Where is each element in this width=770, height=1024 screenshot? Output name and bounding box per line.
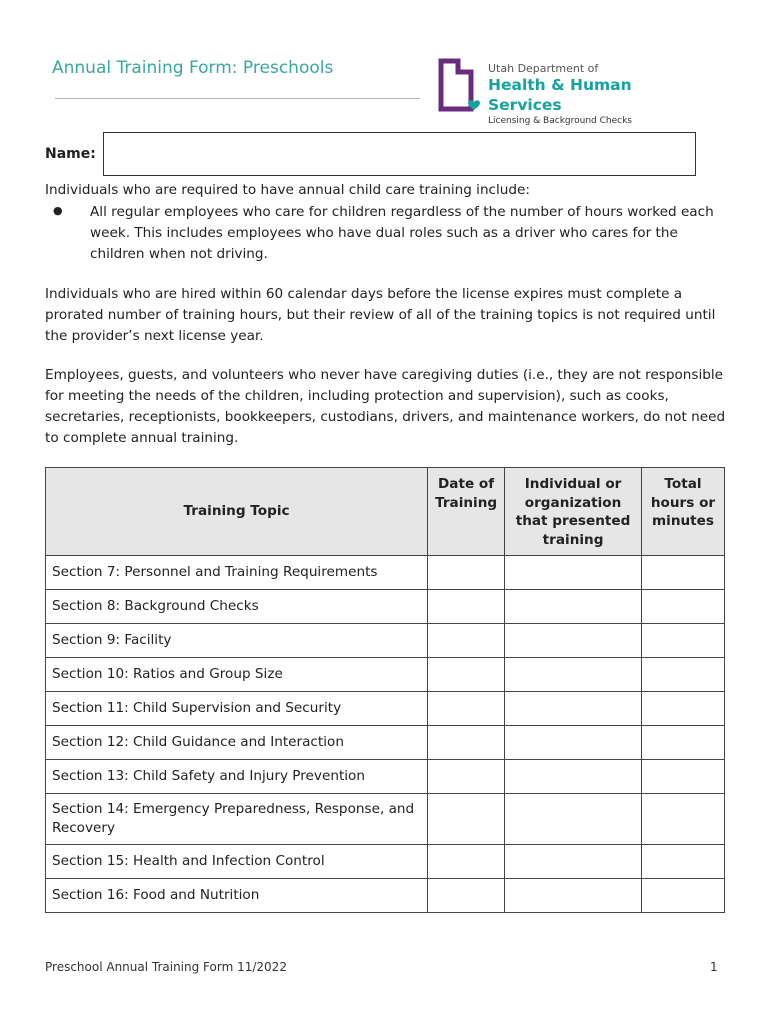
training-table [45,467,725,913]
topic-cell: Section 16: Food and Nutrition [46,879,428,913]
topic-cell: Section 15: Health and Infection Control [46,845,428,879]
table-row [46,845,725,879]
presenter-cell[interactable] [505,556,642,590]
dhhs-logo [438,58,698,126]
hours-cell[interactable] [642,879,725,913]
table-row [46,794,725,845]
topic-cell: Section 9: Facility [46,624,428,658]
date-cell[interactable] [428,879,505,913]
table-row [46,658,725,692]
presenter-cell[interactable] [505,624,642,658]
title-divider [55,98,420,99]
topic-cell: Section 13: Child Safety and Injury Prevention [46,760,428,794]
table-row [46,556,725,590]
topic-cell: Section 14: Emergency Preparedness, Response, and Recovery [46,794,428,845]
topic-cell: Section 11: Child Supervision and Security [46,692,428,726]
logo-division-text: Licensing & Background Checks [488,116,632,126]
name-label: Name: [45,146,96,162]
date-cell[interactable] [428,624,505,658]
bullet-regular-employees: All regular employees who care for children regardless of the number of hours worked each week. This includes employees who have dual roles such as a driver who cares for the children when not driving. [90,204,714,262]
table-row [46,760,725,794]
presenter-cell[interactable] [505,726,642,760]
hours-cell[interactable] [642,692,725,726]
header-date-of-training: Date of Training [428,468,505,556]
presenter-cell[interactable] [505,658,642,692]
presenter-cell[interactable] [505,590,642,624]
prorated-paragraph: Individuals who are hired within 60 calendar days before the license expires must complete a prorated number of training hours, but their review of all of the training topics is not required until the provider’s next license year. [45,286,716,344]
table-header-row [46,468,725,556]
table-row [46,879,725,913]
date-cell[interactable] [428,726,505,760]
bullet-icon: ● [53,204,63,217]
presenter-cell[interactable] [505,879,642,913]
date-cell[interactable] [428,658,505,692]
footer-form-id: Preschool Annual Training Form 11/2022 [45,960,287,974]
topic-cell: Section 12: Child Guidance and Interaction [46,726,428,760]
presenter-cell[interactable] [505,794,642,845]
form-title: Annual Training Form: Preschools [52,58,334,78]
table-row [46,692,725,726]
presenter-cell[interactable] [505,845,642,879]
logo-agency-name: Health & Human Services [488,76,632,114]
hours-cell[interactable] [642,658,725,692]
exempt-paragraph: Employees, guests, and volunteers who never have caregiving duties (i.e., they are not responsible for meeting the needs of the children, including protection and supervision), such as cooks, secretaries, receptionists, bookkeepers, custodians, drivers, and maintenance workers, do not need to complete annual training. [45,367,726,446]
header-training-topic: Training Topic [46,468,428,556]
date-cell[interactable] [428,590,505,624]
utah-state-icon [438,58,484,114]
presenter-cell[interactable] [505,692,642,726]
topic-cell: Section 8: Background Checks [46,590,428,624]
date-cell[interactable] [428,692,505,726]
date-cell[interactable] [428,760,505,794]
hours-cell[interactable] [642,760,725,794]
hours-cell[interactable] [642,556,725,590]
required-lead-text: Individuals who are required to have annual child care training include: [45,182,530,198]
hours-cell[interactable] [642,624,725,658]
hours-cell[interactable] [642,590,725,624]
topic-cell: Section 7: Personnel and Training Requirements [46,556,428,590]
header-presenter: Individual or organization that presented training [505,468,642,556]
header-total-hours: Total hours or minutes [642,468,725,556]
date-cell[interactable] [428,845,505,879]
logo-department-text: Utah Department of [488,62,599,75]
table-row [46,590,725,624]
date-cell[interactable] [428,794,505,845]
table-row [46,624,725,658]
hours-cell[interactable] [642,726,725,760]
date-cell[interactable] [428,556,505,590]
topic-cell: Section 10: Ratios and Group Size [46,658,428,692]
hours-cell[interactable] [642,794,725,845]
table-row [46,726,725,760]
presenter-cell[interactable] [505,760,642,794]
page-number: 1 [710,960,718,974]
name-input[interactable] [103,132,696,176]
hours-cell[interactable] [642,845,725,879]
